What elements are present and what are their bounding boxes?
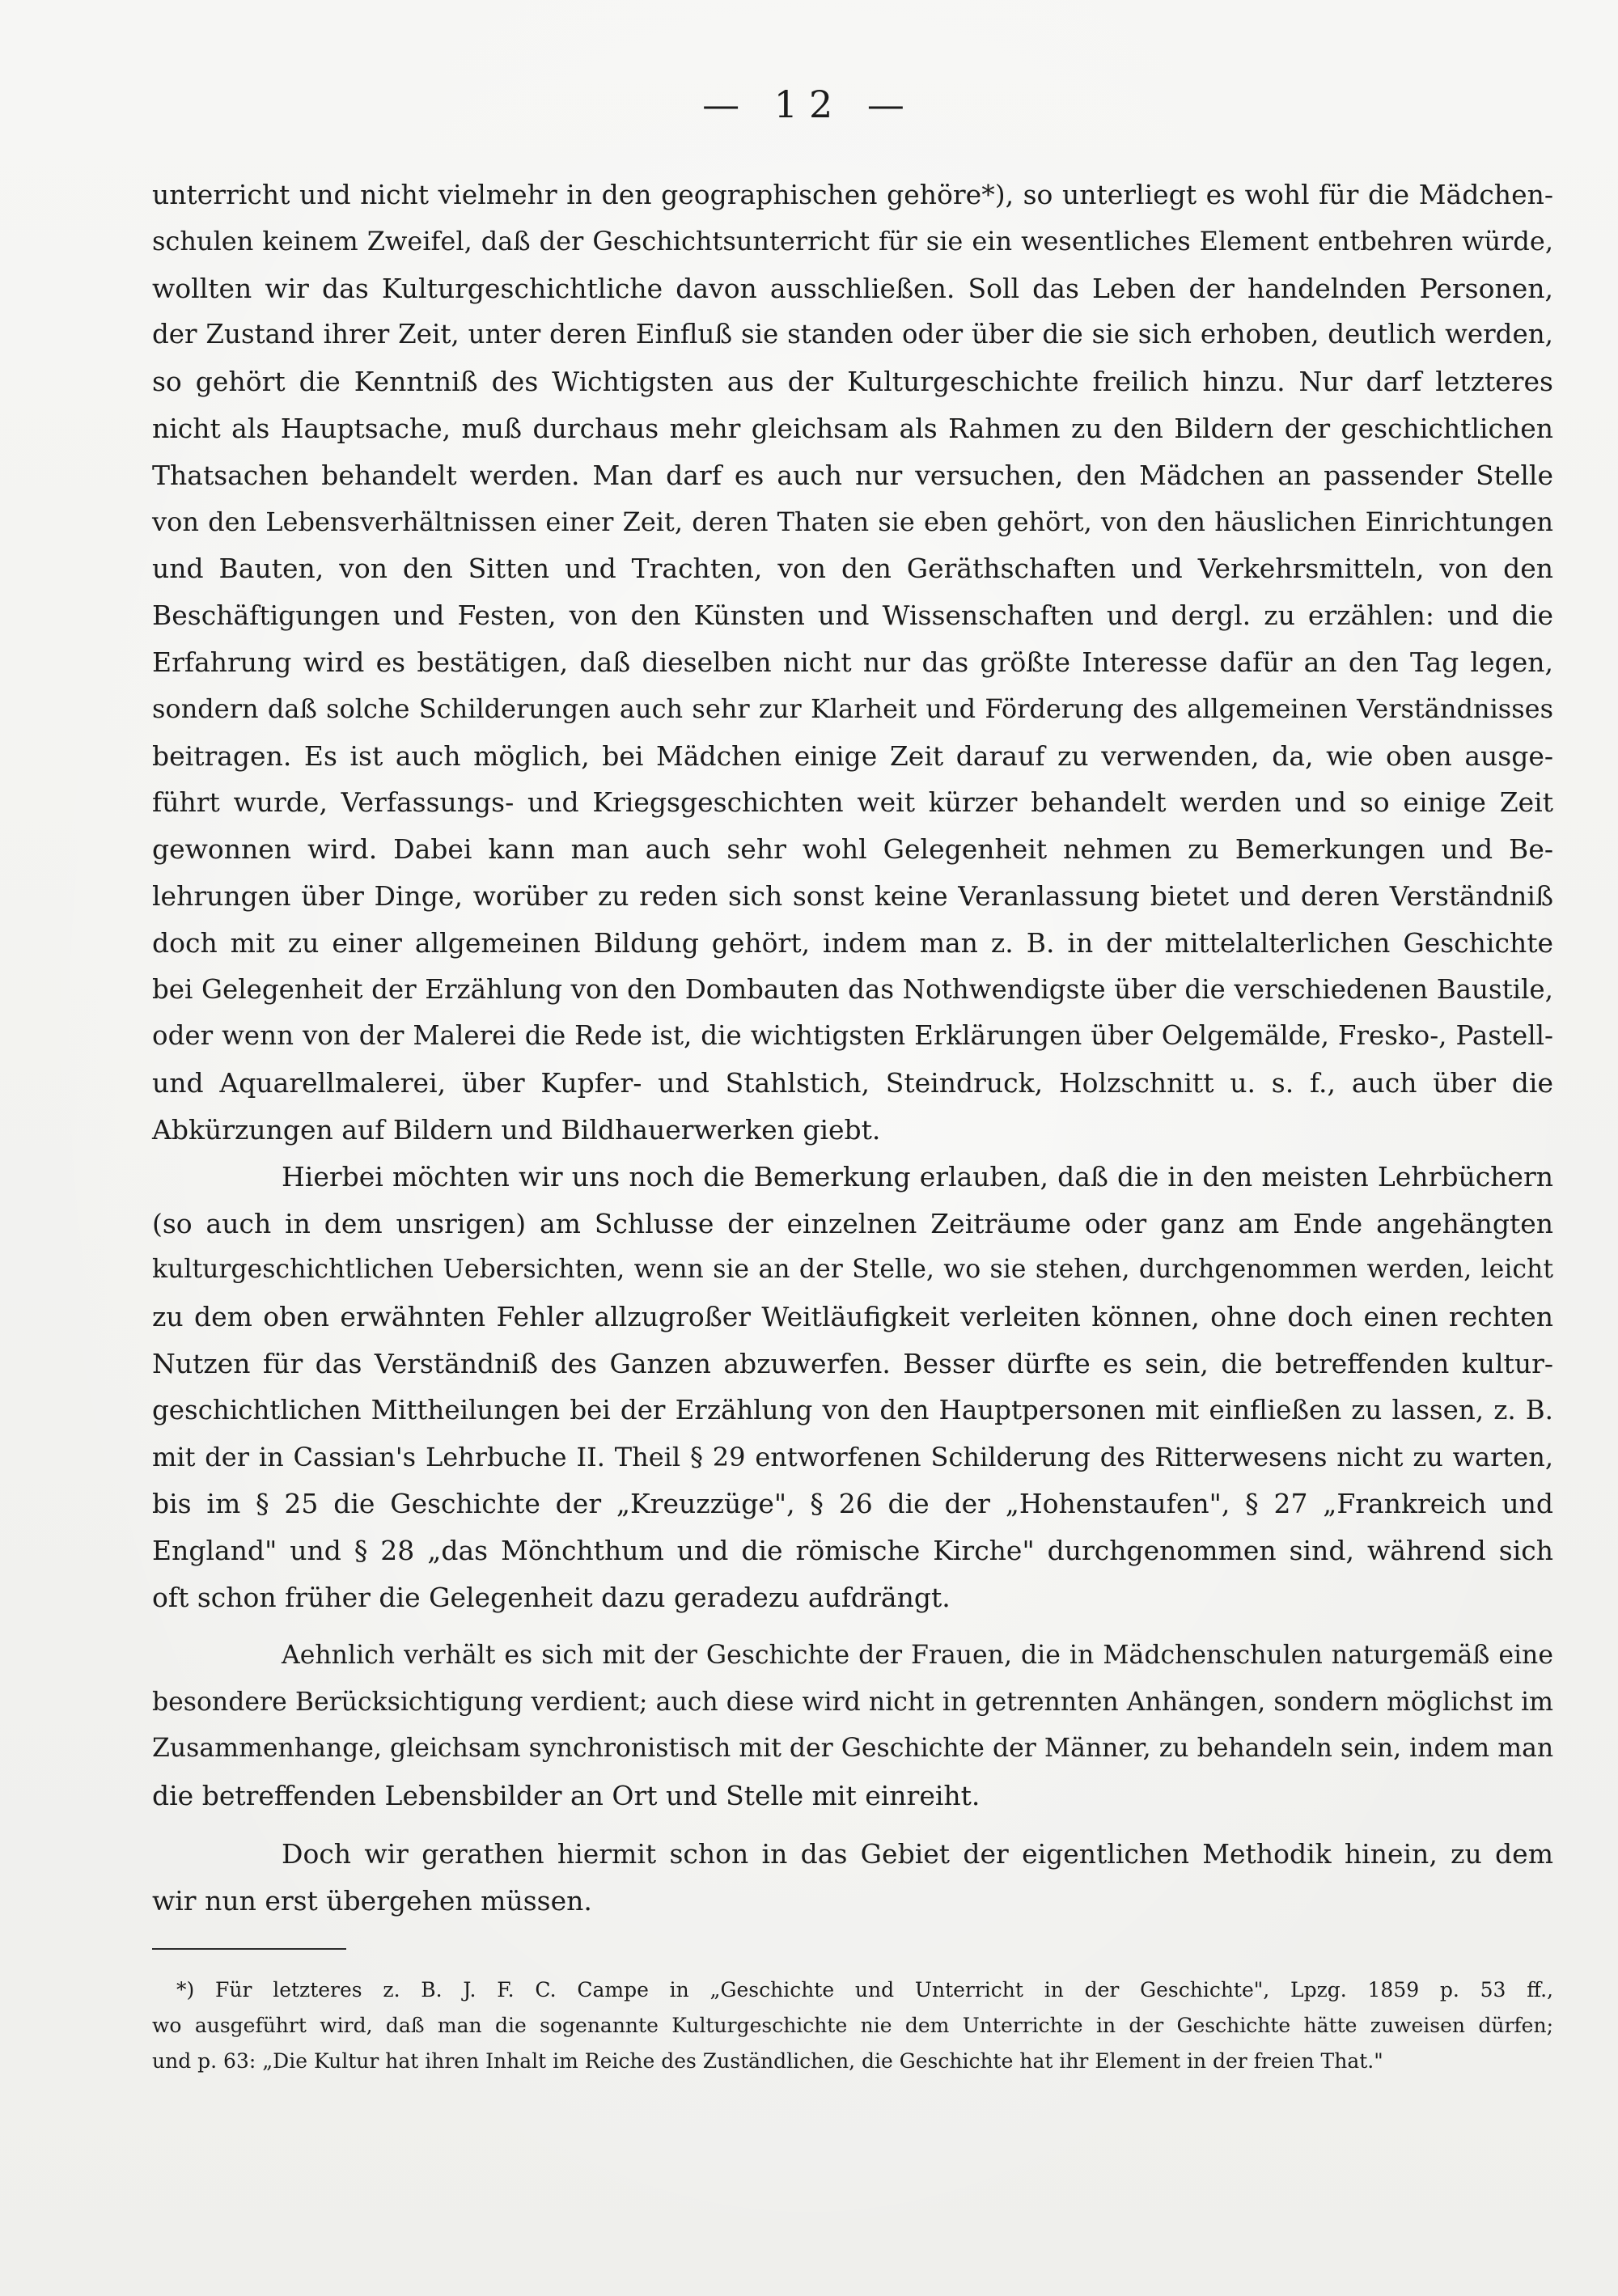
- text-line: kulturgeschichtlichen Uebersichten, wenn sie an der Stelle, wo sie stehen, durchgenommen werden, leicht: [152, 1255, 1553, 1285]
- text-line: und Aquarellmalerei, über Kupfer- und Stahlstich, Steindruck, Holzschnitt u. s. f., auch über die: [152, 1067, 1553, 1099]
- text-line: wollten wir das Kulturgeschichtliche davon ausschließen. Soll das Leben der handelnden Personen,: [152, 272, 1553, 304]
- text-line: geschichtlichen Mittheilungen bei der Erzählung von den Hauptpersonen mit einfließen zu lassen, z. B.: [152, 1394, 1553, 1425]
- text-line: besondere Berücksichtigung verdient; auch diese wird nicht in getrennten Anhängen, sondern möglichst im: [152, 1687, 1553, 1717]
- text-line: die betreffenden Lebensbilder an Ort und Stelle mit einreiht.: [152, 1780, 981, 1812]
- text-line: beitragen. Es ist auch möglich, bei Mädchen einige Zeit darauf zu verwenden, da, wie oben ausge-: [152, 739, 1553, 772]
- text-line: sondern daß solche Schilderungen auch sehr zur Klarheit und Förderung des allgemeinen Verständnisses: [152, 693, 1553, 724]
- text-line: Abkürzungen auf Bildern und Bildhauerwerken giebt.: [152, 1113, 881, 1146]
- text-line: so gehört die Kenntniß des Wichtigsten aus der Kulturgeschichte freilich hinzu. Nur darf letzteres: [152, 366, 1553, 398]
- text-line: England" und § 28 „das Mönchthum und die römische Kirche" durchgenommen sind, während sich: [152, 1535, 1553, 1567]
- text-line: gewonnen wird. Dabei kann man auch sehr wohl Gelegenheit nehmen zu Bemerkungen und Be-: [152, 833, 1553, 866]
- text-line: Erfahrung wird es bestätigen, daß dieselben nicht nur das größte Interesse dafür an den Tag legen,: [152, 646, 1553, 678]
- text-line: führt wurde, Verfassungs- und Kriegsgeschichten weit kürzer behandelt werden und so einige Zeit: [152, 786, 1553, 819]
- paragraph-start: Doch wir gerathen hiermit schon in das Gebiet der eigentlichen Methodik hinein, zu dem: [282, 1837, 1553, 1870]
- text-line: Thatsachen behandelt werden. Man darf es auch nur versuchen, den Mädchen an passender Stelle: [152, 459, 1553, 491]
- page-number: — 12 —: [702, 83, 916, 126]
- text-line: Zusammenhange, gleichsam synchronistisch mit der Geschichte der Männer, zu behandeln sein, indem man: [152, 1734, 1554, 1764]
- text-line: von den Lebensverhältnissen einer Zeit, deren Thaten sie eben gehört, von den häuslichen Einrichtungen: [152, 506, 1553, 537]
- paragraph-start: Hierbei möchten wir uns noch die Bemerkung erlauben, daß die in den meisten Lehrbüchern: [282, 1160, 1553, 1192]
- text-line: wir nun erst übergehen müssen.: [152, 1884, 592, 1917]
- text-line: schulen keinem Zweifel, daß der Geschichtsunterricht für sie ein wesentliches Element entbehren würde,: [152, 225, 1553, 256]
- text-line: Nutzen für das Verständniß des Ganzen abzuwerfen. Besser dürfte es sein, die betreffenden kultur-: [152, 1347, 1553, 1379]
- text-line: der Zustand ihrer Zeit, unter deren Einfluß sie standen oder über die sie sich erhoben, deutlich werden,: [152, 319, 1553, 350]
- footnote-line: *) Für letzteres z. B. J. F. C. Campe in „Geschichte und Unterricht in der Geschichte", Lpzg. 1859 p. 53 ff.,: [176, 1978, 1553, 2002]
- text-line: nicht als Hauptsache, muß durchaus mehr gleichsam als Rahmen zu den Bildern der geschichtlichen: [152, 412, 1553, 444]
- text-line: Beschäftigungen und Festen, von den Künsten und Wissenschaften und dergl. zu erzählen: und die: [152, 599, 1553, 632]
- text-line: und Bauten, von den Sitten und Trachten, von den Geräthschaften und Verkehrsmitteln, von den: [152, 553, 1553, 585]
- footnote-line: wo ausgeführt wird, daß man die sogenannte Kulturgeschichte nie dem Unterrichte in der Geschichte hätte zuweisen dürfen;: [152, 2014, 1553, 2037]
- text-line: unterricht und nicht vielmehr in den geographischen gehöre*), so unterliegt es wohl für die Mädchen-: [152, 179, 1553, 210]
- footnote-divider: [152, 1948, 346, 1950]
- text-line: bei Gelegenheit der Erzählung von den Dombauten das Nothwendigste über die verschiedenen Baustile,: [152, 973, 1553, 1005]
- text-line: (so auch in dem unsrigen) am Schlusse der einzelnen Zeiträume oder ganz am Ende angehängten: [152, 1207, 1553, 1239]
- text-line: oder wenn von der Malerei die Rede ist, die wichtigsten Erklärungen über Oelgemälde, Fresko-, Pastell-: [152, 1020, 1553, 1052]
- text-line: zu dem oben erwähnten Fehler allzugroßer Weitläufigkeit verleiten können, ohne doch einen rechten: [152, 1301, 1553, 1333]
- footnote-line: und p. 63: „Die Kultur hat ihren Inhalt im Reiche des Zuständlichen, die Geschichte hat ihr Element in der freien That.": [152, 2049, 1383, 2073]
- text-line: bis im § 25 die Geschichte der „Kreuzzüge", § 26 die der „Hohenstaufen", § 27 „Frankreich und: [152, 1488, 1553, 1520]
- body-text: [152, 172, 1553, 1924]
- text-line: oft schon früher die Gelegenheit dazu geradezu aufdrängt.: [152, 1581, 951, 1613]
- text-line: lehrungen über Dinge, worüber zu reden sich sonst keine Veranlassung bietet und deren Verständniß: [152, 879, 1553, 912]
- footnote: [152, 1972, 1553, 2079]
- paragraph-start: Aehnlich verhält es sich mit der Geschichte der Frauen, die in Mädchenschulen naturgemäß eine: [282, 1640, 1553, 1670]
- text-line: doch mit zu einer allgemeinen Bildung gehört, indem man z. B. in der mittelalterlichen Geschichte: [152, 926, 1553, 959]
- text-line: mit der in Cassian's Lehrbuche II. Theil § 29 entworfenen Schilderung des Ritterwesens nicht zu warten,: [152, 1441, 1553, 1472]
